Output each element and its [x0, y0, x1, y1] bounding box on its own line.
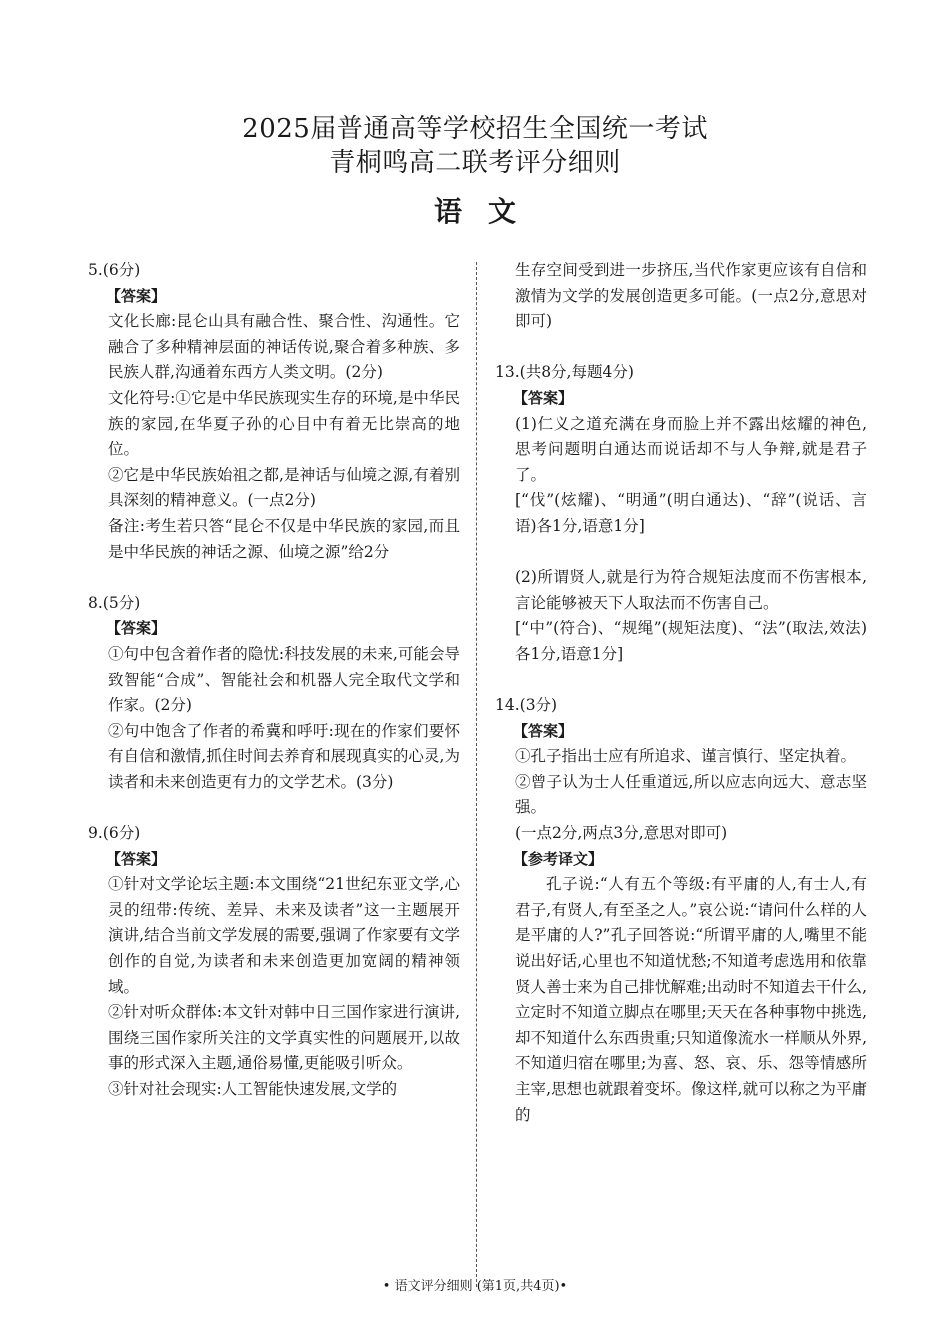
scoring-note: [“伐”(炫耀)、“明通”(明白通达)、“辞”(说话、言语)各1分,语意1分] [515, 491, 867, 535]
answer-tag: 【答案】 [513, 388, 574, 407]
answer-paragraph: 生存空间受到进一步挤压,当代作家更应该有自信和激情为文学的发展创造更多可能。(一点2分,意思对即可) [515, 261, 867, 331]
answer-paragraph: ②曾子认为士人任重道远,所以应志向远大、意志坚强。 [515, 772, 867, 817]
translation-tag: 【参考译文】 [513, 849, 604, 868]
answer-note: 备注:考生若只答“昆仑不仅是中华民族的家园,而且是中华民族的神话之源、仙境之源”给2分 [108, 516, 460, 561]
answer-tag: 【答案】 [106, 619, 167, 638]
question-13-number: 13.(共8分,每题4分) [495, 363, 634, 382]
answer-paragraph: (2)所谓贤人,就是行为符合规矩法度而不伤害根本,言论能够被天下人取法而不伤害自己。 [515, 568, 867, 612]
answer-paragraph: ①孔子指出士应有所追求、谨言慎行、坚定执着。 [515, 747, 857, 766]
question-14-number: 14.(3分) [495, 696, 558, 715]
answer-paragraph: ①句中包含着作者的隐忧:科技发展的未来,可能会导致智能“合成”、智能社会和机器人完全取代文学和作家。(2分) [108, 644, 460, 715]
page-header [0, 112, 950, 232]
right-column [495, 258, 867, 1128]
exam-title: 2025届普通高等学校招生全国统一考试 [242, 114, 708, 144]
answer-paragraph: 文化长廊:昆仑山具有融合性、聚合性、沟通性。它融合了多种精神层面的神话传说,聚合着多种族、多民族人群,沟通着东西方人类文明。(2分) [108, 312, 460, 382]
scoring-note: (一点2分,两点3分,意思对即可) [515, 824, 728, 843]
subject-title: 语文 [433, 195, 542, 228]
answer-paragraph: 文化符号:①它是中华民族现实生存的环境,是中华民族的家园,在华夏子孙的心目中有着无比崇高的地位。 [108, 388, 460, 459]
exam-subtitle: 青桐鸣高二联考评分细则 [329, 148, 621, 178]
question-9-number: 9.(6分) [88, 824, 141, 843]
page-footer: • 语文评分细则 (第1页,共4页)• [382, 1279, 568, 1294]
answer-tag: 【答案】 [106, 286, 167, 305]
question-5-number: 5.(6分) [88, 261, 141, 279]
question-8-number: 8.(5分) [88, 593, 141, 612]
translation-paragraph: 孔子说:“人有五个等级:有平庸的人,有士人,有君子,有贤人,有至圣之人。”哀公说:“请问什么样的人是平庸的人?”孔子回答说:“所谓平庸的人,嘴里不能说出好话,心里也不知道忧愁;不知道考虑选用和依靠贤人善士来为自己排忧解难;出动时不知道去干什么,立定时不知道立脚点在哪里;天天在各种事物中挑选,却不知道什么东西贵重;只知道像流水一样顺从外界,不知道归宿在哪里;为喜、怒、哀、乐、怨等情感所主宰,思想也就跟着变坏。像这样,就可以称之为平庸的 [515, 875, 867, 1124]
answer-paragraph: ①针对文学论坛主题:本文围绕“21世纪东亚文学,心灵的纽带:传统、差异、未来及读者”这一主题展开演讲,结合当前文学发展的需要,强调了作家要有文学创作的自觉,为读者和未来创造更加宽阔的精神领域。 [108, 875, 460, 996]
scoring-note: [“中”(符合)、“规绳”(规矩法度)、“法”(取法,效法)各1分,语意1分] [515, 619, 867, 663]
answer-paragraph: ②句中饱含了作者的希冀和呼吁:现在的作家们要怀有自信和激情,抓住时间去养育和展现真实的心灵,为读者和未来创造更有力的文学艺术。(3分) [108, 721, 460, 791]
answer-paragraph: ②它是中华民族始祖之都,是神话与仙境之源,有着别具深刻的精神意义。(一点2分) [108, 465, 460, 510]
left-column [88, 258, 460, 1103]
answer-paragraph: (1)仁义之道充满在身而脸上并不露出炫耀的神色,思考问题明白通达而说话却不与人争辩,就是君子了。 [515, 414, 867, 484]
answer-tag: 【答案】 [513, 721, 574, 740]
answer-tag: 【答案】 [106, 849, 167, 868]
answer-paragraph: ③针对社会现实:人工智能快速发展,文学的 [108, 1080, 398, 1098]
answer-paragraph: ②针对听众群体:本文针对韩中日三国作家进行演讲,围绕三国作家所关注的文学真实性的问题展开,以故事的形式深入主题,通俗易懂,更能吸引听众。 [108, 1003, 460, 1073]
column-divider [476, 262, 477, 1287]
